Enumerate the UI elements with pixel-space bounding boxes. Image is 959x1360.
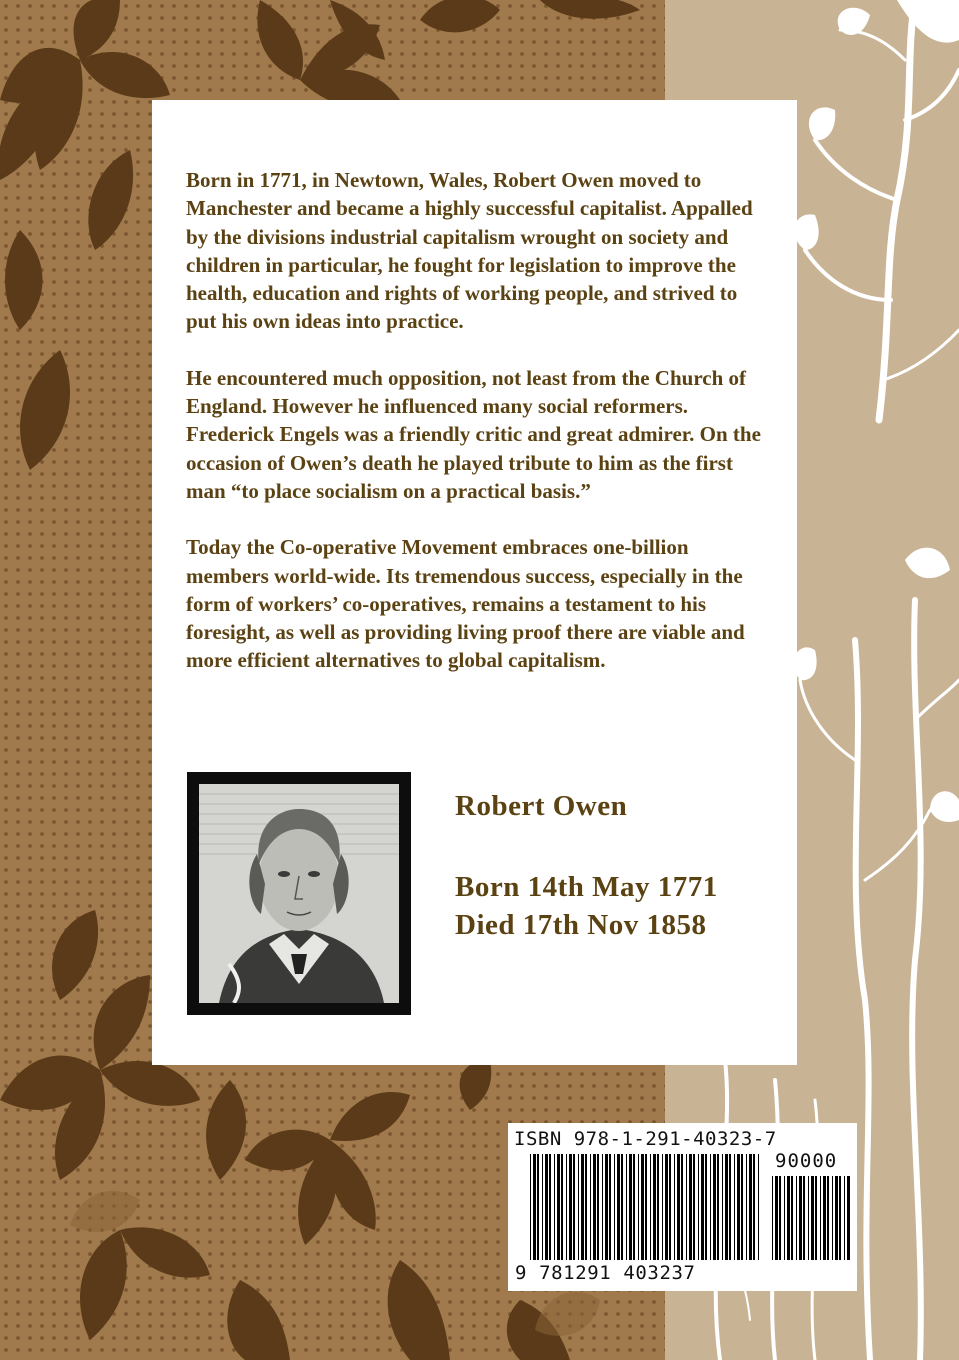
barcode-bar	[677, 1154, 680, 1260]
barcode-bar	[614, 1154, 615, 1260]
barcode-bar	[569, 1154, 572, 1260]
barcode-bar	[686, 1154, 687, 1260]
barcode-bar	[638, 1154, 639, 1260]
barcode-bar	[617, 1154, 620, 1260]
barcode-bar	[705, 1154, 707, 1260]
barcode-bar	[605, 1154, 608, 1260]
barcode-bar	[758, 1154, 759, 1260]
barcode-bar	[784, 1176, 785, 1260]
barcode-bar	[681, 1154, 683, 1260]
portrait-image	[199, 784, 399, 1003]
death-date: Died 17th Nov 1858	[455, 909, 707, 941]
bio-paragraph-3: Today the Co-operative Movement embraces one-billion members world-wide. Its tremendous success, especially in the form of workers’ co-operatives, remains a testament to his foresight, as well as providing living proof there are viable and more efficient alternatives to global capitalism.	[186, 535, 745, 673]
barcode-bar	[787, 1176, 790, 1260]
barcode-bar	[811, 1176, 814, 1260]
barcode-bar	[803, 1176, 805, 1260]
barcode-bar	[537, 1154, 539, 1260]
barcode-bar	[808, 1176, 809, 1260]
price-code: 90000	[775, 1150, 838, 1172]
barcode-bar	[581, 1154, 584, 1260]
barcode-bar	[566, 1154, 567, 1260]
barcode-bar	[554, 1154, 555, 1260]
barcode-bar	[749, 1154, 752, 1260]
barcode-bar	[573, 1154, 575, 1260]
barcode-bar	[701, 1154, 704, 1260]
barcode-bar	[689, 1154, 692, 1260]
barcode-bar	[633, 1154, 635, 1260]
barcode-bar	[578, 1154, 579, 1260]
barcode-bar	[641, 1154, 644, 1260]
price-addon-barcode	[772, 1176, 852, 1260]
barcode-bar	[741, 1154, 743, 1260]
barcode-bar	[796, 1176, 797, 1260]
barcode-bar	[791, 1176, 793, 1260]
ean-barcode	[530, 1154, 762, 1260]
barcode-bar	[839, 1176, 841, 1260]
birth-date: Born 14th May 1771	[455, 871, 718, 903]
barcode-bar	[650, 1154, 651, 1260]
person-name: Robert Owen	[455, 790, 628, 822]
barcode-bar	[779, 1176, 781, 1260]
barcode-bar	[815, 1176, 817, 1260]
barcode-bar	[645, 1154, 647, 1260]
barcode-bar	[665, 1154, 668, 1260]
barcode-bar	[545, 1154, 548, 1260]
barcode-bar	[590, 1154, 591, 1260]
barcode-bar	[593, 1154, 596, 1260]
ean-digits: 9 781291 403237	[515, 1262, 696, 1284]
barcode-bar	[832, 1176, 833, 1260]
barcode-bar	[657, 1154, 659, 1260]
barcode-bar	[585, 1154, 587, 1260]
barcode-bar	[557, 1154, 560, 1260]
life-dates	[455, 868, 718, 944]
barcode-bar	[549, 1154, 551, 1260]
barcode-bar	[725, 1154, 728, 1260]
barcode-bar	[602, 1154, 603, 1260]
barcode-bar	[542, 1154, 543, 1260]
barcode-bar	[734, 1154, 735, 1260]
barcode-bar	[722, 1154, 723, 1260]
barcode-bar	[746, 1154, 747, 1260]
barcode-bar	[626, 1154, 627, 1260]
barcode-bar	[729, 1154, 731, 1260]
barcode-bar	[737, 1154, 740, 1260]
barcode-bar	[835, 1176, 838, 1260]
barcode-bar	[844, 1176, 845, 1260]
barcode-bar	[561, 1154, 563, 1260]
barcode-bar	[629, 1154, 632, 1260]
barcode-bar	[820, 1176, 821, 1260]
barcode-bar	[698, 1154, 699, 1260]
barcode-bar	[597, 1154, 599, 1260]
barcode-bar	[693, 1154, 695, 1260]
barcode-bar	[669, 1154, 671, 1260]
barcode-bar	[717, 1154, 719, 1260]
barcode-bar	[662, 1154, 663, 1260]
barcode-bar	[799, 1176, 802, 1260]
barcode-bar	[775, 1176, 778, 1260]
barcode-bar	[653, 1154, 656, 1260]
isbn-label: ISBN 978-1-291-40323-7	[514, 1128, 777, 1150]
barcode-bar	[674, 1154, 675, 1260]
barcode-bar	[772, 1176, 773, 1260]
barcode-bar	[530, 1154, 531, 1260]
barcode-bar	[710, 1154, 711, 1260]
barcode-bar	[621, 1154, 623, 1260]
barcode-bar	[823, 1176, 826, 1260]
barcode-bar	[847, 1176, 850, 1260]
bio-paragraph-2: He encountered much opposition, not least from the Church of England. However he influenced many social reformers. Frederick Engels was a friendly critic and great admirer. On the occasion of Owen’s death he played tribute to him as the first man “to place socialism on a practical basis.”	[186, 365, 761, 503]
barcode-bar	[609, 1154, 611, 1260]
barcode-bar	[713, 1154, 716, 1260]
barcode-bar	[827, 1176, 829, 1260]
bio-paragraph-1: Born in 1771, in Newtown, Wales, Robert Owen moved to Manchester and became a highly successful capitalist. Appalled by the divisions industrial capitalism wrought on society and children in particular, he fought for legislation to improve the health, education and rights of working people, and strived to put his own ideas into practice.	[186, 168, 753, 334]
barcode-bar	[753, 1154, 755, 1260]
biography	[186, 166, 766, 703]
barcode-bar	[533, 1154, 536, 1260]
